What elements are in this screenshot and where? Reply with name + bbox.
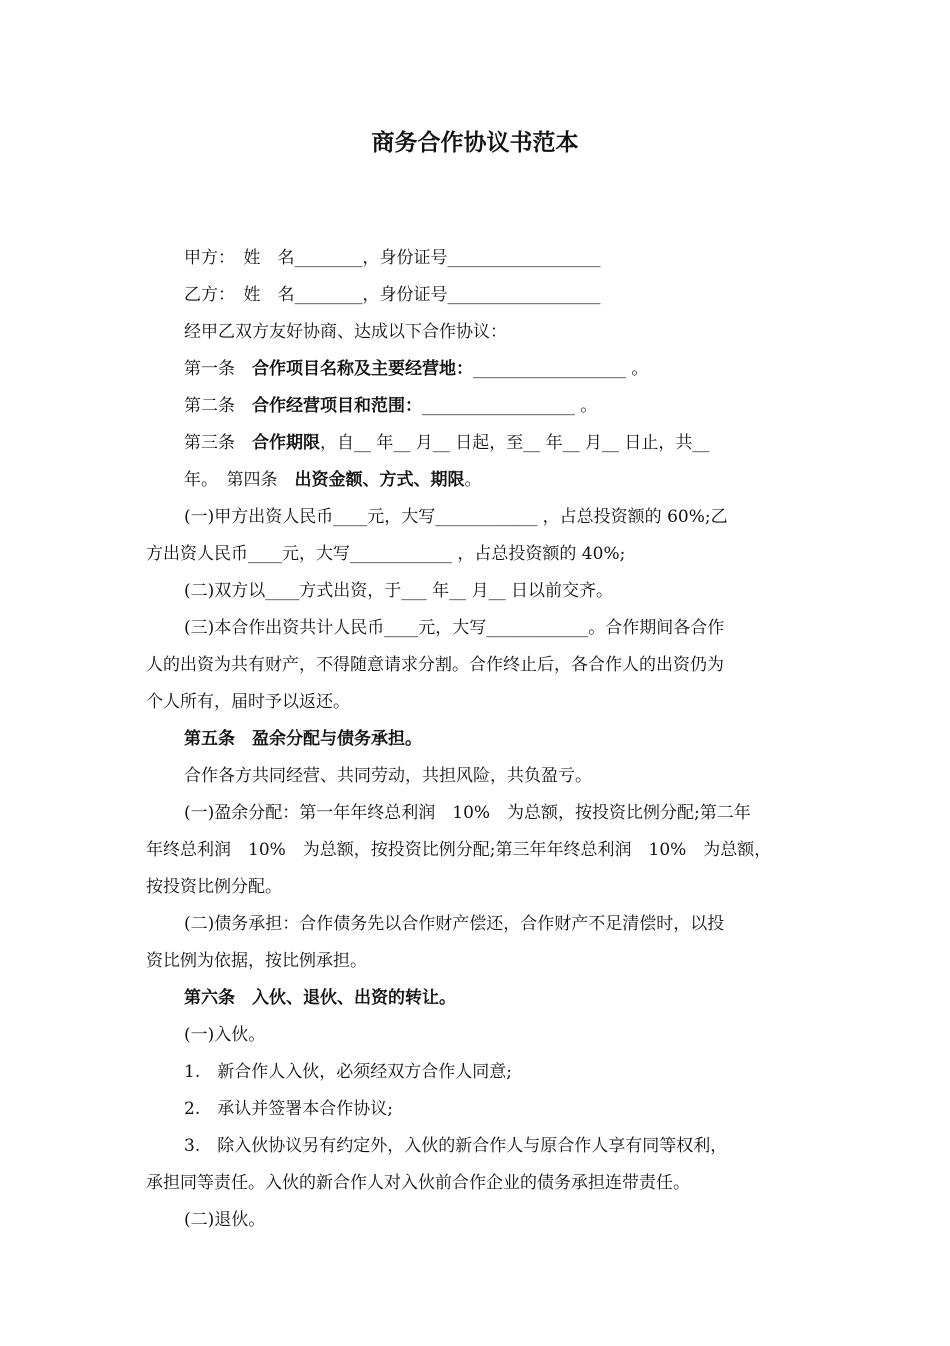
article-4-suffix: 。	[464, 470, 482, 490]
article-2	[146, 388, 808, 425]
article-1-heading: 合作项目名称及主要经营地：	[252, 359, 473, 379]
paragraph-line: (一)盈余分配：第一年年终总利润 10% 为总额，按投资比例分配;第二年	[184, 803, 751, 823]
paragraph-line: 承担同等责任。入伙的新合作人对入伙前合作企业的债务承担连带责任。	[146, 1173, 690, 1193]
paragraph-line: (一)入伙。	[184, 1025, 266, 1045]
party-a-line: 甲方： 姓 名________，身份证号__________________	[184, 248, 601, 268]
article-2-number: 第二条	[184, 396, 252, 416]
article-2-heading: 合作经营项目和范围：	[252, 396, 422, 416]
paragraph-line: 人的出资为共有财产，不得随意请求分割。合作终止后，各合作人的出资仍为	[146, 655, 724, 675]
article-4-prefix: 年。 第四条	[184, 470, 295, 490]
article-1-number: 第一条	[184, 359, 252, 379]
article-5-heading: 第五条 盈余分配与债务承担。	[184, 729, 422, 749]
paragraph-line: (二)退伙。	[184, 1210, 266, 1230]
paragraph-line: (三)本合作出资共计人民币____元，大写____________。合作期间各合作	[184, 618, 725, 638]
article-3-heading: 合作期限	[252, 433, 320, 453]
paragraph-line: 资比例为依据，按比例承担。	[146, 951, 367, 971]
paragraph-line: 合作各方共同经营、共同劳动，共担风险，共负盈亏。	[184, 766, 592, 786]
article-3	[146, 425, 808, 462]
party-b-line: 乙方： 姓 名________，身份证号__________________	[184, 285, 601, 305]
article-2-blank: __________________ 。	[422, 396, 598, 416]
list-item: 1. 新合作人入伙，必须经双方合作人同意;	[184, 1062, 512, 1082]
list-item: 3. 除入伙协议另有约定外，入伙的新合作人与原合作人享有同等权利，	[184, 1136, 728, 1156]
article-3-number: 第三条	[184, 433, 252, 453]
article-3-text: ，自__ 年__ 月__ 日起，至__ 年__ 月__ 日止，共__	[320, 433, 710, 453]
paragraph-line: 按投资比例分配。	[146, 877, 282, 897]
article-1	[146, 351, 808, 388]
article-4-heading: 出资金额、方式、期限	[294, 470, 465, 490]
page-title: 商务合作协议书范本	[371, 130, 579, 156]
paragraph-line: (二)双方以____方式出资，于___ 年__ 月__ 日以前交齐。	[184, 581, 613, 601]
intro-line: 经甲乙双方友好协商、达成以下合作协议：	[184, 322, 507, 342]
article-6-heading: 第六条 入伙、退伙、出资的转让。	[184, 988, 456, 1008]
article-4	[146, 462, 808, 499]
paragraph-line: (一)甲方出资人民币____元，大写____________ ，占总投资额的 60%;乙	[184, 507, 728, 527]
paragraph-line: 方出资人民币____元，大写____________ ，占总投资额的 40%;	[146, 544, 626, 564]
article-1-blank: __________________ 。	[473, 359, 649, 379]
document-body	[146, 240, 808, 1239]
paragraph-line: 个人所有，届时予以返还。	[146, 692, 350, 712]
paragraph-line: 年终总利润 10% 为总额，按投资比例分配;第三年年终总利润 10% 为总额，	[146, 840, 772, 860]
paragraph-line: (二)债务承担：合作债务先以合作财产偿还，合作财产不足清偿时，以投	[184, 914, 725, 934]
list-item: 2. 承认并签署本合作协议;	[184, 1099, 393, 1119]
